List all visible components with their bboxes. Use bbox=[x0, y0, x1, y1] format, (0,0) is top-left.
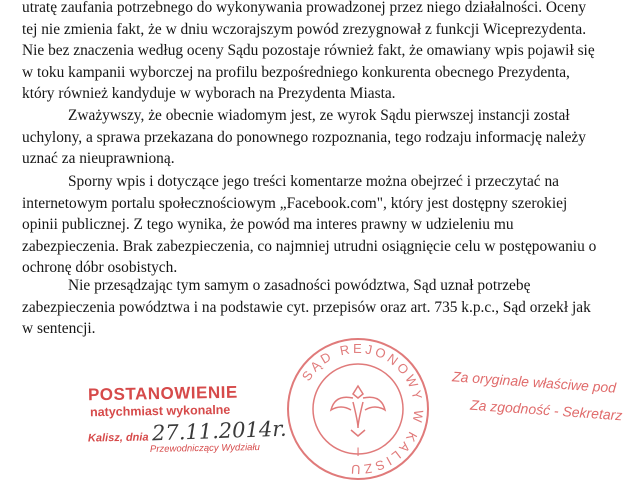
text-line: ochronę dóbr osobistych. bbox=[22, 259, 178, 276]
paragraph-1 bbox=[22, 0, 625, 105]
text-line: opinii publicznej. Z tego wynika, że powód ma interes prawny w udzieleniu mu bbox=[22, 216, 514, 233]
text-line: Nie przesądzając tym samym o zasadności powództwa, Sąd uznał potrzebę bbox=[68, 277, 531, 294]
text-line: zabezpieczenia. Brak zabezpieczenia, co najmniej utrudni osiągnięcie celu w postępowaniu o bbox=[22, 237, 597, 255]
stamp-title: POSTANOWIENIE bbox=[87, 382, 238, 405]
stamp-place-date-label: Kalisz, dnia bbox=[87, 431, 149, 445]
text-line: utratę zaufania potrzebnego do wykonywania prowadzonej przez niego działalności. Oceny bbox=[22, 0, 587, 16]
text-line: Zważywszy, że obecnie wiadomym jest, ze wyrok Sądu pierwszej instancji został bbox=[68, 107, 570, 124]
text-line: zabezpieczenia powództwa i na podstawie cyt. przepisów oraz art. 735 k.p.c., Sąd orzekł jak bbox=[22, 298, 591, 316]
certification-line-1: Za oryginale właściwe pod bbox=[451, 368, 617, 396]
stamp-subtitle: natychmiast wykonalne bbox=[89, 402, 231, 420]
text-line: w sentencji. bbox=[22, 320, 96, 337]
paragraph-2 bbox=[22, 105, 625, 170]
certification-line-2: Za zgodność - Sekretarz bbox=[469, 396, 623, 424]
text-line: tej nie zmienia fakt, że w dniu wczorajszym powód zrezygnował z funkcji Wiceprezydenta. bbox=[22, 20, 587, 38]
text-line: internetowym portalu społecznościowym „Facebook.com", który jest dostępny szerokiej bbox=[22, 194, 568, 212]
paragraph-4 bbox=[22, 275, 625, 340]
text-line: w toku kampanii wyborczej na profilu bezpośredniego konkurenta obecnego Prezydenta, bbox=[22, 63, 570, 81]
seal-inner-text: I bbox=[356, 445, 360, 459]
paragraph-3 bbox=[22, 171, 625, 279]
text-line: uznać za nieuprawnioną. bbox=[22, 150, 175, 167]
text-line: który również kandyduje w wyborach na Prezydenta Miasta. bbox=[22, 85, 396, 102]
eagle-icon bbox=[331, 386, 385, 436]
court-seal-icon bbox=[283, 334, 433, 484]
stamp-footer: Przewodniczący Wydziału bbox=[149, 442, 260, 455]
seal-outer-text: SĄD REJONOWY W KALISZU bbox=[298, 340, 427, 478]
handwritten-date: 27.11.2014r. bbox=[151, 416, 288, 446]
text-line: uchylony, a sprawa przekazana do ponownego rozpoznania, tego rodzaju informację należy bbox=[22, 128, 586, 146]
text-line: Sporny wpis i dotyczące jego treści komentarze można obejrzeć i przeczytać na bbox=[68, 173, 559, 190]
text-line: Nie bez znaczenia według oceny Sądu pozostaje również fakt, że omawiany wpis pojawił się bbox=[22, 42, 595, 59]
svg-text:SĄD REJONOWY W KALISZU bbox=[299, 341, 427, 477]
